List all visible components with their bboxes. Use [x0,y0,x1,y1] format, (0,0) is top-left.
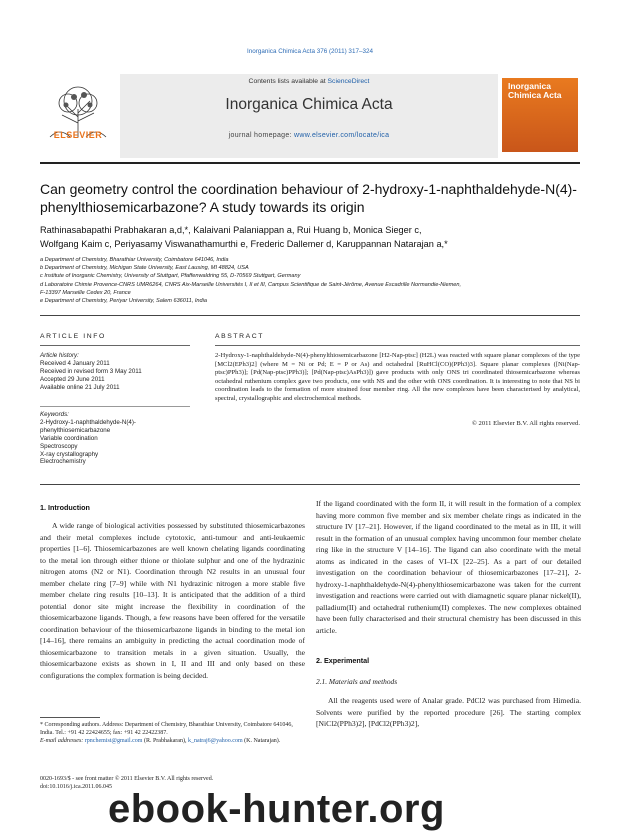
abstract-text: 2-Hydroxy-1-naphthaldehyde-N(4)-phenylthiosemicarbazone [H2-Nap-ptsc] (H2L) was reacted with square planar complexes of the type [MCl2(EPh3)2] (where M = Ni or Pd; E = P or As) and octahedral [RuHCl(CO)(PPh3)3]. Square planar complexes ([Ni(Nap-ptsc)PPh3)]; [Pd(Nap-ptsc)PPh3)]; [Pd(Nap-ptsc)AsPh3)]) gave products with only ONS tri coordinated thiosemicarbazone whereas octahedral ruthenium complex gave two products, one with NS and the other with ONS coordination. It is interesting to note that NS bi coordination leads to the formation of more strained four member ring. All the new complexes have been characterised by analytical, spectral, crystallographic and electrochemical methods. [215,352,580,402]
contents-line: Contents lists available at ScienceDirect [248,78,370,85]
homepage-link[interactable]: www.elsevier.com/locate/ica [294,132,390,139]
affiliation: e Department of Chemistry, Periyar University, Salem 636011, India [40,298,207,305]
homepage-line: journal homepage: www.elsevier.com/locate/ica [228,132,390,139]
running-head[interactable]: Inorganica Chimica Acta 376 (2011) 317–324 [247,48,373,55]
history-item: Received in revised form 3 May 2011 [40,367,142,375]
header-divider [40,162,580,164]
elsevier-wordmark: ELSEVIER [53,130,103,140]
affiliation: a Department of Chemistry, Bharathiar University, Coimbatore 641046, India [40,257,229,263]
doi-link[interactable]: doi:10.1016/j.ica.2011.06.045 [40,784,112,791]
divider [40,315,580,316]
authors-line-1: Rathinasabapathi Prabhakaran a,d,*, Kalaivani Palaniappan a, Rui Huang b, Monica Sieger c, [40,225,422,235]
history-label: Article history: [40,352,79,359]
email-label: E-mail addresses: [40,738,84,745]
email-owner: (K. Natarajan). [244,738,281,745]
abstract-heading: ABSTRACT [215,333,265,340]
keywords [40,411,190,466]
author-list [40,223,590,251]
issn-line: 0020-1693/$ - see front matter © 2011 Elsevier B.V. All rights reserved. [40,776,214,782]
article-history [40,352,190,392]
affiliations [40,256,590,305]
materials-heading: 2.1. Materials and methods [316,677,398,686]
watermark: ebook-hunter.org [108,787,445,831]
footnote-divider [40,717,100,718]
sciencedirect-link[interactable]: ScienceDirect [327,78,370,85]
email-link[interactable]: k_natraj6@yahoo.com [187,738,243,745]
experimental-heading: 2. Experimental [316,656,370,665]
materials-text: All the reagents used were of Analar grade. PdCl2 was purchased from Himedia. Solvents were purified by the reported procedure [26]. The starting complex [NiCl2(PPh3)2], [PdCl2(PPh3)2], [316,696,581,728]
email-owner: (R. Prabhakaran), [143,738,187,745]
email-line [40,737,305,745]
copyright: © 2011 Elsevier B.V. All rights reserved. [471,420,580,427]
introduction-heading: 1. Introduction [40,503,90,512]
divider [215,345,580,346]
keyword: phenylthiosemicarbazone [40,426,111,434]
affiliation: b Department of Chemistry, Michigan State University, East Lausing, MI 48824, USA [40,265,249,272]
body-text-right: If the ligand coordinated with the form II, it will result in the formation of a complex having more common five member and six member chelate rings as indicated in the structure IV [17–21]. However, if the ligand coordinated to the metal as in III, it will result in the formation of an unusual complex having uncommon four member chelate ring like in the structure V [14–16]. The ligand can also coordinate with the metal atoms as indicated in the cases of VI–IX [22–25]. As a part of our detailed investigation on the coordination behaviour of thiosemicarbazones [17–21], 2-hydroxy-1-naphthaldehyde-N(4)-phenylthiosemicarbazone was taken for the current investigation and reactions were carried out with diamagnetic square planar nickel(II), palladium(II) and octahedral ruthenium(II) complexes. The new complexes obtained have been fully characterised and their structural chemistry has been discussed in this article. [316,499,581,635]
keyword: 2-Hydroxy-1-naphthaldehyde-N(4)- [40,418,136,426]
history-item: Received 4 January 2011 [40,359,110,367]
affiliation: d Laboratoire Chimie Provence-CNRS UMR6264, CNRS Aix-Marseille Universités I, II et III, Campus Scientifique de Saint-Jérôme, Avenue Escadrille Normandie-Niemen, [40,281,462,288]
email-link[interactable]: rpnchemist@gmail.com [84,738,143,745]
cover-title: Inorganica Chimica Acta [508,81,562,100]
keyword: Electrochemistry [40,458,86,466]
footnote-text: * Corresponding authors. Address: Department of Chemistry, Bharathiar University, Coimbatore 641046, India. Tel.: +91 42 22424655; fax: +91 42 22422387. [40,722,293,737]
keyword: Spectroscopy [40,442,78,450]
journal-title: Inorganica Chimica Acta [225,96,393,113]
journal-header-box [120,74,498,158]
authors-line-2: Wolfgang Kaim c, Periyasamy Viswanathamurthi e, Frederic Dallemer d, Karuppannan Natarajan a,* [40,239,448,249]
article-title: Can geometry control the coordination behaviour of 2-hydroxy-1-naphthaldehyde-N(4)-phenylthiosemicarbazone? A study towards its origin [40,181,577,215]
history-item: Accepted 29 June 2011 [40,375,105,383]
article-info-heading: ARTICLE INFO [40,333,106,340]
corresponding-author-footnote [40,721,305,745]
divider [40,484,580,485]
keyword: Variable coordination [40,434,98,442]
divider [40,345,190,346]
history-item: Available online 21 July 2011 [40,383,120,391]
keyword: X-ray crystallography [40,450,99,458]
keywords-label: Keywords: [40,411,69,418]
affiliation: F-13397 Marseille Cedex 20, France [40,289,131,296]
affiliation: c Institute of Inorganic Chemistry, University of Stuttgart, Pfaffenwaldring 55, D-70569 Stuttgart, Germany [40,273,301,280]
introduction-text: A wide range of biological activities possessed by substituted thiosemicarbazones and their metal complexes include cytotoxic, anti-tumour and anti-leukaemic properties [1–6]. Thiosemicarbazones are well known chelating ligands coordinating to the metal ion through either thione or thiolate sulphur and one of the hydrazinic nitrogen atoms (N2 or N1). Coordination through N2 results in an unusual four member chelate ring [7–9] while with N1 hydrazinic nitrogen a more stable five member chelate ring results [10–13]. It is anticipated that the addition of a third potential donor site might increase the flexibility in coordination of the thiosemicarbazone ligands. Though, a few reasons have been offered for the versatile coordination behaviour of the thiosemicarbazone ligands in binding to the metal ion [14–16], there remains an ambiguity in predicting the actual coordination mode of thiosemicarbazone to transition metals in a given situation. Usually, the thiosemicarbazone exists as shown in I, II and III and only based on these configurations the complex formation is being decided. [40,521,305,680]
divider [40,406,190,407]
